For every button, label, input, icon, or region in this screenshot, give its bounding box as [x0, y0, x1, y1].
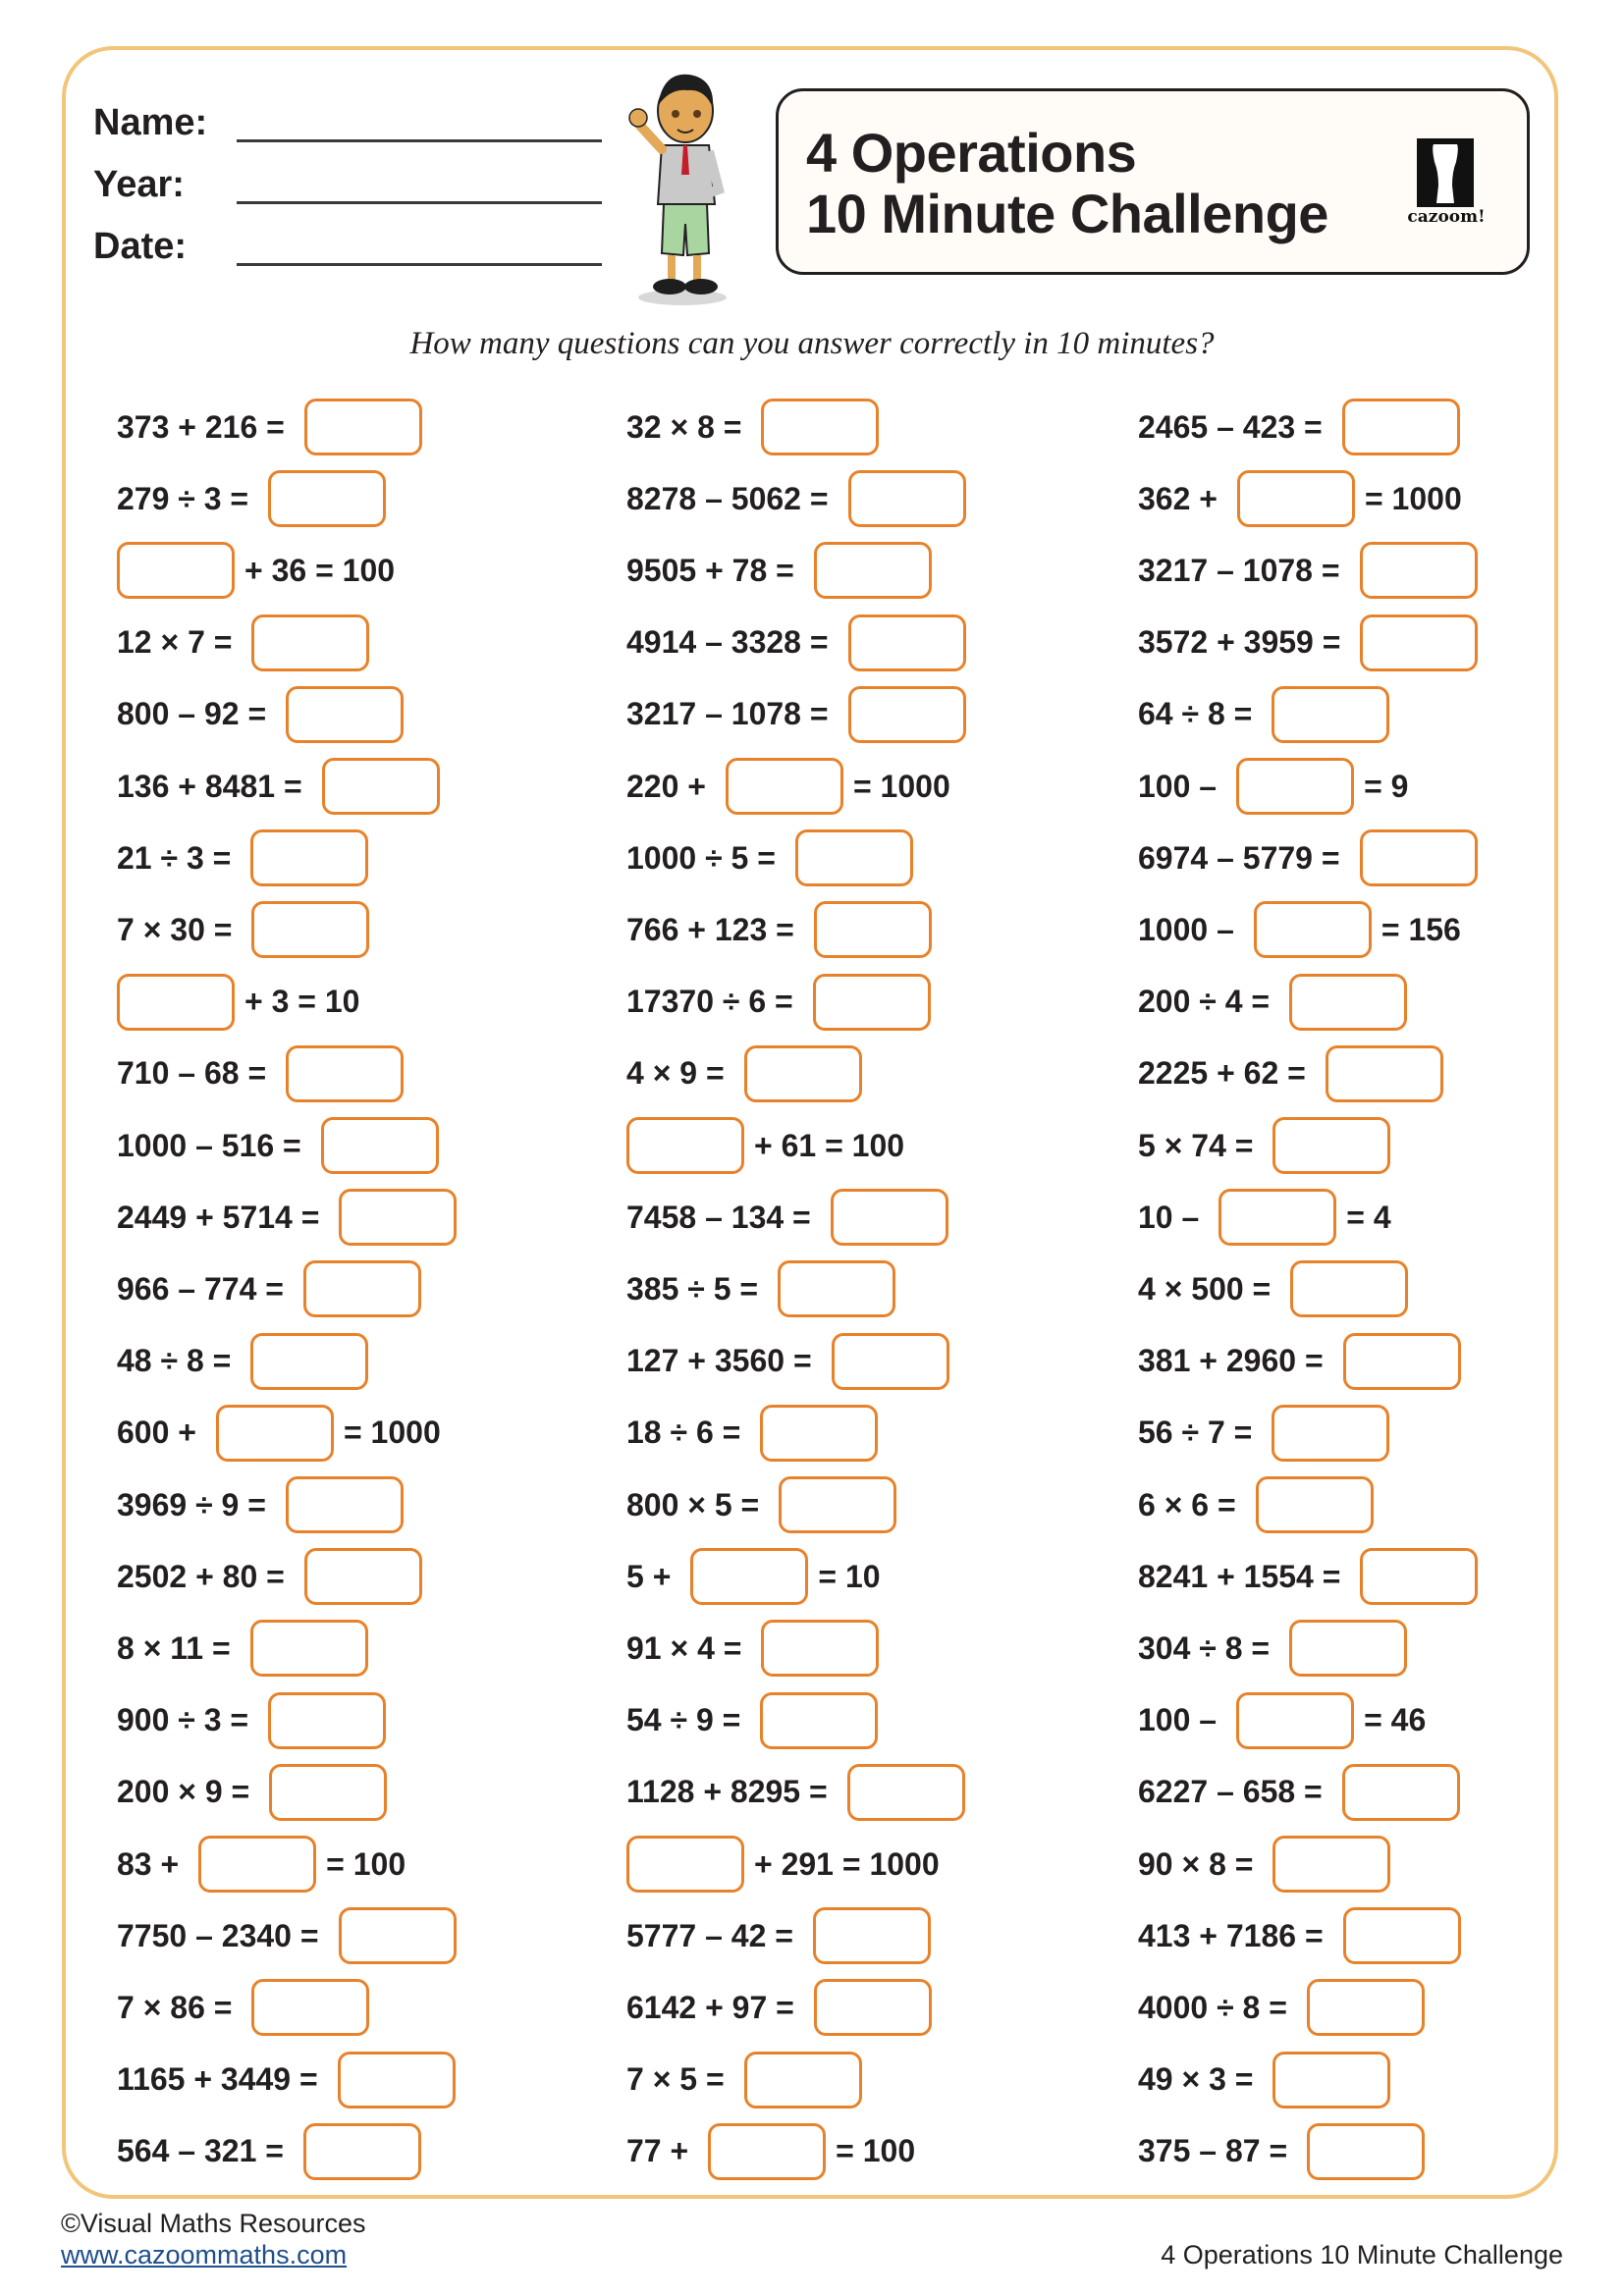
cartoon-boy-icon: [619, 67, 746, 307]
answer-box[interactable]: [1289, 1620, 1407, 1677]
question-text: 200 × 9 =: [117, 1774, 250, 1810]
answer-box[interactable]: [268, 1692, 386, 1749]
question-text: 800 – 92 =: [117, 696, 267, 732]
question-text: 9505 + 78 =: [626, 552, 794, 588]
question-row: [626, 1475, 896, 1534]
question-row: [1138, 1619, 1407, 1678]
question-text: 4914 – 3328 =: [626, 624, 829, 661]
question-row: [1138, 1044, 1443, 1103]
question-row: [1138, 1906, 1461, 1965]
answer-box[interactable]: [1343, 1907, 1461, 1964]
question-text: 7 × 30 =: [117, 911, 233, 947]
answer-box[interactable]: [1360, 829, 1478, 886]
answer-box[interactable]: [744, 1045, 862, 1102]
question-row: [1138, 398, 1460, 456]
question-text: 48 ÷ 8 =: [117, 1343, 232, 1379]
cazoom-logo: [1407, 138, 1486, 237]
answer-box[interactable]: [848, 614, 966, 671]
answer-box[interactable]: [251, 614, 369, 671]
question-row: [1138, 1332, 1461, 1391]
question-row: [1138, 1404, 1389, 1463]
question-text: 7 × 5 =: [626, 2061, 725, 2098]
question-row: [626, 1116, 904, 1175]
question-row: [626, 973, 931, 1032]
question-text: 3217 – 1078 =: [1138, 552, 1340, 588]
answer-box[interactable]: [813, 974, 931, 1031]
answer-box[interactable]: [250, 1620, 368, 1677]
question-text: 413 + 7186 =: [1138, 1917, 1324, 1953]
question-row: [626, 685, 966, 744]
answer-box[interactable]: [216, 1405, 334, 1462]
question-row: [626, 469, 966, 528]
question-text: 279 ÷ 3 =: [117, 480, 249, 516]
question-row: [117, 1619, 368, 1678]
title-box: [776, 88, 1530, 275]
footer-doc-title: 4 Operations 10 Minute Challenge: [1161, 2240, 1563, 2269]
question-row: [626, 2122, 915, 2181]
answer-box[interactable]: [847, 1764, 965, 1821]
question-row: [1138, 1259, 1408, 1318]
question-text: 2449 + 5714 =: [117, 1199, 320, 1235]
question-text: 6 × 6 =: [1138, 1486, 1236, 1522]
question-text: 136 + 8481 =: [117, 768, 302, 804]
answer-box[interactable]: [339, 1189, 457, 1246]
question-text: 4 × 9 =: [626, 1055, 725, 1092]
question-text: 100 –: [1138, 1702, 1218, 1738]
answer-box[interactable]: [626, 1117, 744, 1174]
answer-box[interactable]: [338, 2052, 456, 2109]
year-label: Year:: [93, 164, 185, 205]
question-text: 5 +: [626, 1558, 672, 1594]
question-row: [1138, 1188, 1391, 1247]
question-row: [117, 1978, 369, 2037]
drum-icon: [1417, 138, 1474, 207]
answer-box[interactable]: [779, 1476, 896, 1533]
question-row: [117, 1332, 368, 1391]
question-text: 220 +: [626, 768, 706, 804]
answer-box[interactable]: [708, 2123, 826, 2180]
question-text: 5 × 74 =: [1138, 1127, 1254, 1163]
question-text: 966 – 774 =: [117, 1270, 284, 1307]
question-text-after: + 291 = 1000: [754, 1845, 940, 1882]
question-row: [626, 1691, 878, 1750]
answer-box[interactable]: [1360, 614, 1478, 671]
answer-box[interactable]: [304, 1548, 422, 1605]
question-text-after: = 10: [818, 1558, 881, 1594]
question-row: [626, 1547, 881, 1606]
question-row: [117, 757, 440, 816]
answer-box[interactable]: [795, 829, 913, 886]
answer-box[interactable]: [339, 1907, 457, 1964]
question-text-after: = 9: [1364, 768, 1409, 804]
question-row: [1138, 1691, 1426, 1750]
answer-box[interactable]: [286, 1476, 404, 1533]
question-text: 362 +: [1138, 480, 1218, 516]
answer-box[interactable]: [1360, 1548, 1478, 1605]
year-field[interactable]: [237, 201, 602, 204]
question-text-after: = 1000: [1364, 480, 1462, 516]
question-text: 90 × 8 =: [1138, 1845, 1254, 1882]
answer-box[interactable]: [744, 2052, 862, 2109]
answer-box[interactable]: [250, 829, 368, 886]
answer-box[interactable]: [321, 1117, 439, 1174]
answer-box[interactable]: [760, 1692, 878, 1749]
answer-box[interactable]: [251, 1979, 369, 2036]
question-row: [117, 1116, 439, 1175]
question-text-after: = 4: [1346, 1199, 1391, 1235]
answer-box[interactable]: [269, 1764, 387, 1821]
question-row: [626, 614, 966, 672]
question-row: [626, 1404, 878, 1463]
answer-box[interactable]: [690, 1548, 808, 1605]
answer-box[interactable]: [626, 1836, 744, 1893]
question-row: [117, 1906, 457, 1965]
question-text: 2502 + 80 =: [117, 1558, 285, 1594]
website-link[interactable]: www.cazoommaths.com: [61, 2240, 348, 2269]
question-row: [117, 900, 369, 959]
question-row: [1138, 900, 1461, 959]
title-line-1: 4 Operations: [806, 122, 1137, 184]
question-row: [117, 1835, 406, 1894]
question-text: 6227 – 658 =: [1138, 1774, 1323, 1810]
answer-box[interactable]: [1307, 2123, 1425, 2180]
question-text: 1000 ÷ 5 =: [626, 839, 776, 876]
question-row: [117, 828, 368, 887]
question-row: [117, 1259, 421, 1318]
question-row: [1138, 828, 1478, 887]
question-text: 4000 ÷ 8 =: [1138, 1989, 1287, 2025]
question-row: [1138, 1547, 1478, 1606]
question-text: 7458 – 134 =: [626, 1199, 811, 1235]
question-text: 710 – 68 =: [117, 1055, 267, 1092]
answer-box[interactable]: [286, 686, 404, 743]
question-text: 381 + 2960 =: [1138, 1343, 1324, 1379]
name-field[interactable]: [237, 139, 602, 142]
answer-box[interactable]: [1326, 1045, 1443, 1102]
answer-box[interactable]: [1342, 399, 1460, 455]
question-text: 8278 – 5062 =: [626, 480, 829, 516]
logo-text: cazoom!: [1407, 207, 1486, 227]
question-text: 4 × 500 =: [1138, 1270, 1272, 1307]
question-row: [626, 541, 932, 600]
answer-box[interactable]: [1236, 1692, 1354, 1749]
question-row: [1138, 2122, 1425, 2181]
question-text-after: + 61 = 100: [754, 1127, 905, 1163]
question-text-after: = 1000: [343, 1415, 441, 1451]
question-row: [626, 1906, 931, 1965]
question-row: [626, 1619, 879, 1678]
question-text: 7 × 86 =: [117, 1989, 233, 2025]
question-row: [626, 1763, 965, 1822]
answer-box[interactable]: [726, 758, 843, 815]
answer-box[interactable]: [814, 1979, 932, 2036]
question-text-after: = 46: [1364, 1702, 1427, 1738]
title-line-2: 10 Minute Challenge: [806, 183, 1328, 244]
question-row: [1138, 469, 1462, 528]
question-row: [117, 1188, 457, 1247]
answer-box[interactable]: [848, 470, 966, 527]
question-text: 127 + 3560 =: [626, 1343, 812, 1379]
question-text: 91 × 4 =: [626, 1629, 742, 1666]
question-text-after: + 3 = 10: [244, 984, 360, 1020]
name-label: Name:: [93, 102, 208, 143]
answer-box[interactable]: [1254, 901, 1372, 958]
question-row: [1138, 1475, 1374, 1534]
date-label: Date:: [93, 226, 188, 267]
question-text: 12 × 7 =: [117, 624, 233, 661]
question-text: 18 ÷ 6 =: [626, 1415, 741, 1451]
question-row: [117, 2051, 456, 2109]
question-row: [626, 398, 879, 456]
answer-box[interactable]: [1256, 1476, 1374, 1533]
answer-box[interactable]: [1290, 1260, 1408, 1317]
question-row: [626, 2051, 862, 2109]
answer-box[interactable]: [322, 758, 440, 815]
question-row: [626, 900, 932, 959]
question-row: [117, 1044, 404, 1103]
question-row: [117, 1404, 441, 1463]
question-text: 800 × 5 =: [626, 1486, 760, 1522]
question-text: 600 +: [117, 1415, 196, 1451]
question-text: 375 – 87 =: [1138, 2133, 1288, 2169]
question-text: 900 ÷ 3 =: [117, 1702, 249, 1738]
answer-box[interactable]: [286, 1045, 404, 1102]
question-text: 564 – 321 =: [117, 2133, 284, 2169]
question-text: 766 + 123 =: [626, 911, 794, 947]
question-row: [117, 1475, 404, 1534]
question-text: 304 ÷ 8 =: [1138, 1629, 1271, 1666]
question-text-after: = 100: [326, 1845, 406, 1882]
question-row: [1138, 541, 1478, 600]
question-text: 56 ÷ 7 =: [1138, 1415, 1253, 1451]
question-row: [117, 541, 395, 600]
question-row: [626, 1044, 862, 1103]
question-text: 32 × 8 =: [626, 408, 742, 445]
question-row: [1138, 2051, 1390, 2109]
copyright-text: ©Visual Maths Resources: [61, 2209, 366, 2238]
question-text: 1000 –: [1138, 911, 1234, 947]
question-text: 1165 + 3449 =: [117, 2061, 318, 2098]
answer-box[interactable]: [1272, 2052, 1390, 2109]
answer-box[interactable]: [198, 1836, 316, 1893]
answer-box[interactable]: [117, 542, 235, 599]
answer-box[interactable]: [303, 2123, 421, 2180]
answer-box[interactable]: [117, 974, 235, 1031]
question-text: 6142 + 97 =: [626, 1989, 794, 2025]
answer-box[interactable]: [1237, 470, 1355, 527]
question-text: 3217 – 1078 =: [626, 696, 829, 732]
question-text: 77 +: [626, 2133, 689, 2169]
answer-box[interactable]: [1289, 974, 1407, 1031]
answer-box[interactable]: [831, 1189, 948, 1246]
answer-box[interactable]: [251, 901, 369, 958]
question-text: 6974 – 5779 =: [1138, 839, 1340, 876]
answer-box[interactable]: [304, 399, 422, 455]
question-text: 64 ÷ 8 =: [1138, 696, 1253, 732]
question-text: 200 ÷ 4 =: [1138, 984, 1271, 1020]
question-text: 2225 + 62 =: [1138, 1055, 1306, 1092]
answer-box[interactable]: [761, 1620, 879, 1677]
question-row: [626, 828, 913, 887]
question-row: [1138, 1835, 1390, 1894]
question-row: [626, 1835, 940, 1894]
answer-box[interactable]: [848, 686, 966, 743]
answer-box[interactable]: [268, 470, 386, 527]
question-text: 83 +: [117, 1845, 180, 1882]
question-text: 17370 ÷ 6 =: [626, 984, 793, 1020]
question-text: 385 ÷ 5 =: [626, 1270, 759, 1307]
question-row: [117, 469, 386, 528]
question-row: [1138, 685, 1389, 744]
question-text-after: = 1000: [852, 768, 950, 804]
answer-box[interactable]: [814, 901, 932, 958]
answer-box[interactable]: [778, 1260, 895, 1317]
question-text: 1000 – 516 =: [117, 1127, 301, 1163]
answer-box[interactable]: [1360, 542, 1478, 599]
answer-box[interactable]: [760, 1405, 878, 1462]
question-text: 8 × 11 =: [117, 1629, 231, 1666]
question-row: [117, 1691, 386, 1750]
question-text: 5777 – 42 =: [626, 1917, 793, 1953]
answer-box[interactable]: [814, 542, 932, 599]
answer-box[interactable]: [813, 1907, 931, 1964]
question-row: [117, 1763, 387, 1822]
question-text: 49 × 3 =: [1138, 2061, 1254, 2098]
answer-box[interactable]: [1307, 1979, 1425, 2036]
question-text-after: = 156: [1380, 911, 1461, 947]
instructions: How many questions can you answer correctly in 10 minutes?: [409, 326, 1215, 361]
question-text: 373 + 216 =: [117, 408, 285, 445]
question-text: 21 ÷ 3 =: [117, 839, 232, 876]
question-row: [1138, 614, 1478, 672]
answer-box[interactable]: [1236, 758, 1354, 815]
question-row: [117, 1547, 422, 1606]
question-row: [626, 1188, 948, 1247]
question-row: [626, 1259, 895, 1318]
answer-box[interactable]: [1272, 1836, 1390, 1893]
question-row: [626, 757, 950, 816]
answer-box[interactable]: [1343, 1333, 1461, 1390]
answer-box[interactable]: [761, 399, 879, 455]
question-text: 7750 – 2340 =: [117, 1917, 319, 1953]
answer-box[interactable]: [1342, 1764, 1460, 1821]
question-text: 1128 + 8295 =: [626, 1774, 828, 1810]
question-row: [1138, 973, 1407, 1032]
question-row: [117, 614, 369, 672]
question-text: 8241 + 1554 =: [1138, 1558, 1341, 1594]
answer-box[interactable]: [1272, 1117, 1390, 1174]
question-row: [626, 1978, 932, 2037]
question-row: [117, 398, 422, 456]
question-text: 3572 + 3959 =: [1138, 624, 1341, 661]
question-row: [626, 1332, 949, 1391]
answer-box[interactable]: [832, 1333, 949, 1390]
question-text: 10 –: [1138, 1199, 1200, 1235]
answer-box[interactable]: [1272, 1405, 1389, 1462]
question-row: [117, 973, 359, 1032]
answer-box[interactable]: [250, 1333, 368, 1390]
question-row: [117, 685, 404, 744]
question-text-after: + 36 = 100: [244, 552, 396, 588]
question-row: [1138, 1978, 1425, 2037]
question-text: 100 –: [1138, 768, 1218, 804]
question-text: 2465 – 423 =: [1138, 408, 1323, 445]
answer-box[interactable]: [1218, 1189, 1336, 1246]
date-field[interactable]: [237, 263, 602, 266]
question-text-after: = 100: [836, 2133, 916, 2169]
question-row: [1138, 757, 1408, 816]
question-row: [1138, 1116, 1390, 1175]
question-row: [117, 2122, 421, 2181]
answer-box[interactable]: [1272, 686, 1389, 743]
question-text: 3969 ÷ 9 =: [117, 1486, 266, 1522]
question-row: [1138, 1763, 1460, 1822]
question-text: 54 ÷ 9 =: [626, 1702, 741, 1738]
answer-box[interactable]: [303, 1260, 421, 1317]
